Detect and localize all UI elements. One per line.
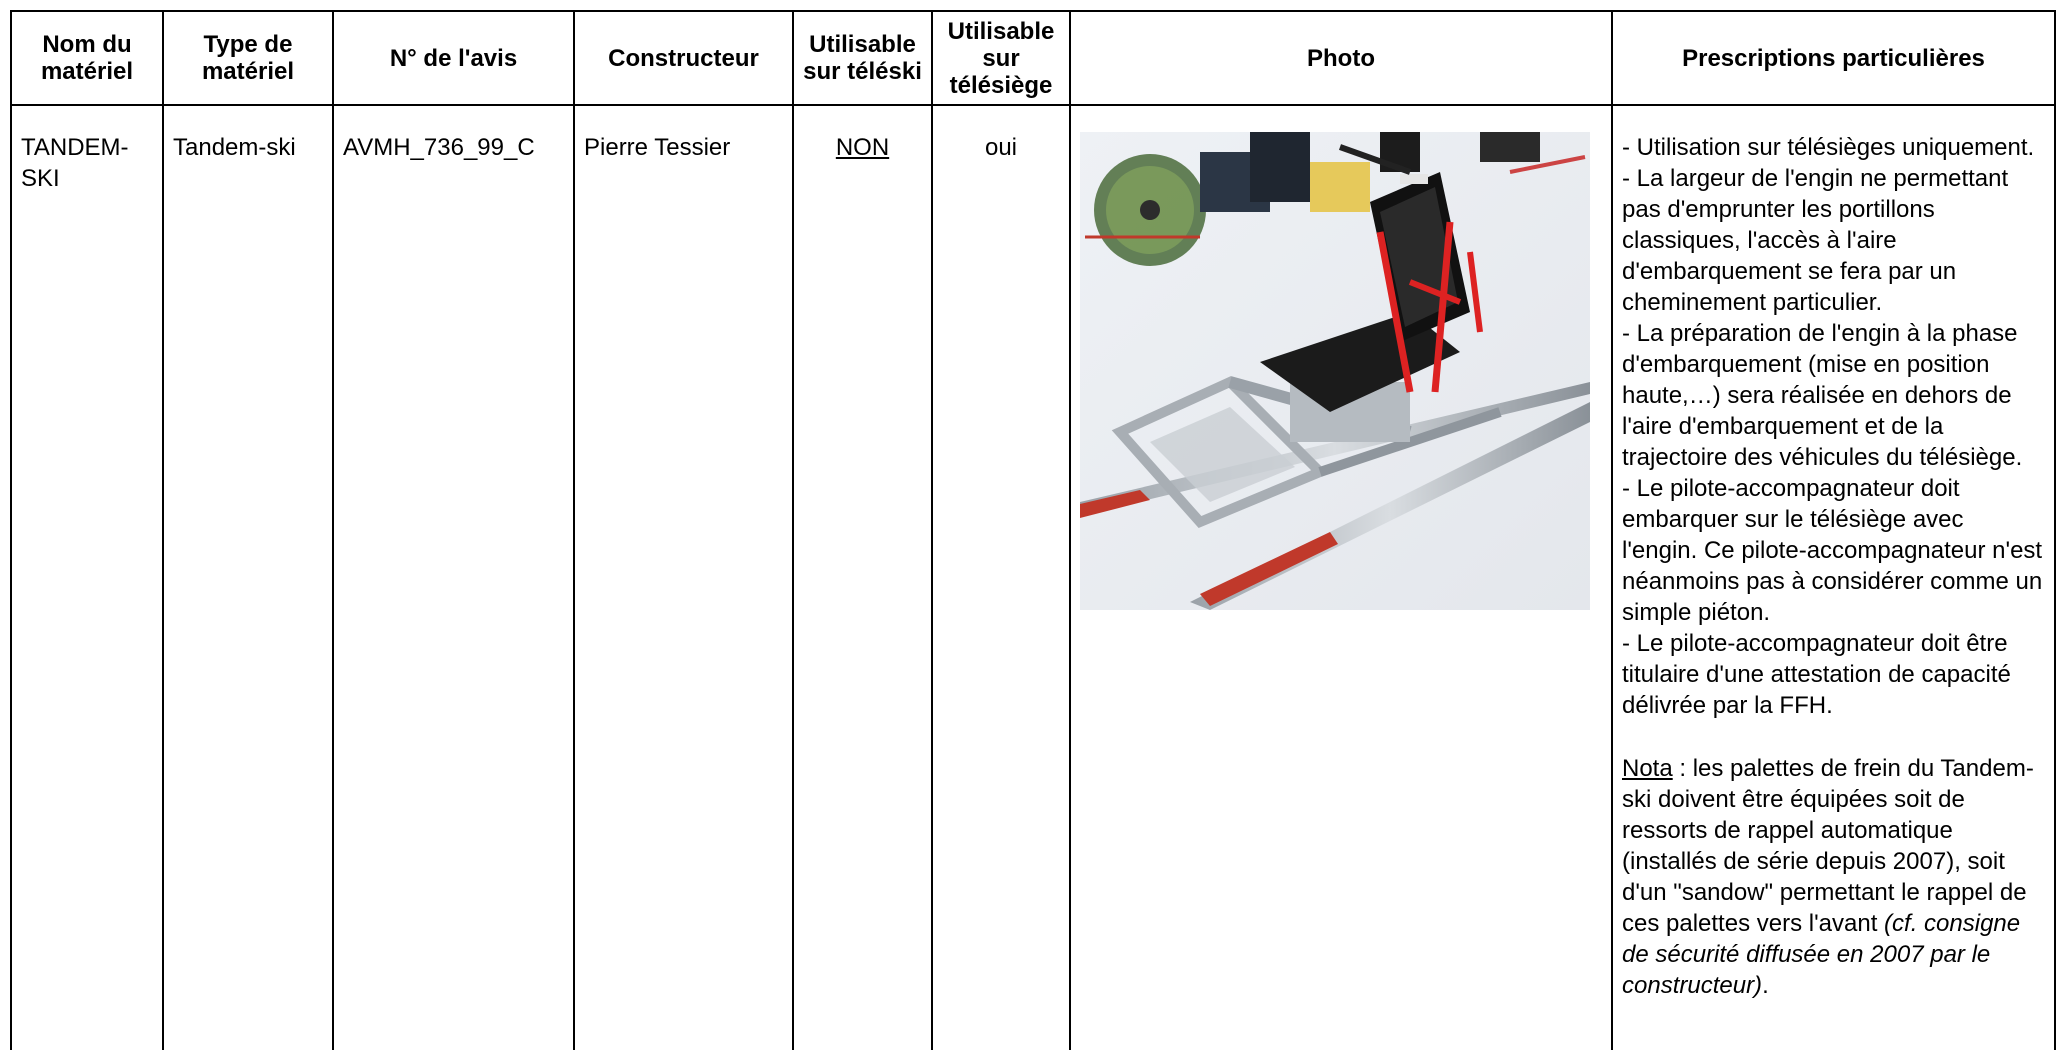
- header-teleski: Utilisable sur téléski: [793, 11, 932, 105]
- nota-end: .: [1762, 971, 1769, 999]
- prescription-item: - Le pilote-accompagnateur doit être titulaire d'une attestation de capacité délivrée par la FFH.: [1622, 630, 2011, 719]
- nota-italic: (cf. consigne de sécurité diffusée en 2007 par le constructeur): [1622, 909, 2021, 999]
- prescription-item: - La préparation de l'engin à la phase d'embarquement (mise en position haute,…) sera réalisée en dehors de l'aire d'embarquement et de la trajectoire des véhicules du télésiège.: [1622, 320, 2023, 471]
- cell-prescriptions: [1612, 105, 2055, 1050]
- spacer: [1622, 721, 2045, 753]
- nota-label: Nota: [1622, 754, 1673, 782]
- prescription-item: - Le pilote-accompagnateur doit embarquer sur le télésiège avec l'engin. Ce pilote-accompagnateur n'est néanmoins pas à considérer comme un simple piéton.: [1622, 475, 2043, 626]
- nota-paragraph: [1622, 753, 2045, 1001]
- teleski-value: NON: [835, 134, 890, 161]
- equipment-table: [10, 10, 2056, 1050]
- header-constructeur: Constructeur: [574, 11, 793, 105]
- cell-teleski: [793, 105, 932, 1050]
- tandem-ski-illustration: [1080, 132, 1590, 610]
- nota-text: : les palettes de frein du Tandem-ski doivent être équipées soit de ressorts de rappel automatique (installés de série depuis 2007), soit d'un "sandow" permettant le rappel de ces palettes vers l'avant: [1622, 754, 2034, 937]
- header-photo: Photo: [1070, 11, 1612, 105]
- header-prescriptions: Prescriptions particulières: [1612, 11, 2055, 105]
- header-nom: Nom du matériel: [11, 11, 163, 105]
- header-telesiege: Utilisable sur télésiège: [932, 11, 1070, 105]
- cell-constructeur: Pierre Tessier: [574, 105, 793, 1050]
- cell-avis: AVMH_736_99_C: [333, 105, 574, 1050]
- prescription-item: - La largeur de l'engin ne permettant pas d'emprunter les portillons classiques, l'accès à l'aire d'embarquement se fera par un cheminement particulier.: [1622, 165, 2009, 316]
- header-avis: N° de l'avis: [333, 11, 574, 105]
- cell-nom: TANDEM-SKI: [11, 105, 163, 1050]
- tandem-ski-photo: [1080, 132, 1590, 610]
- cell-photo: [1070, 105, 1612, 1050]
- cell-telesiege: oui: [932, 105, 1070, 1050]
- header-row: [11, 11, 2055, 105]
- header-type: Type de matériel: [163, 11, 333, 105]
- prescription-item: - Utilisation sur télésièges uniquement.: [1622, 134, 2035, 161]
- cell-type: Tandem-ski: [163, 105, 333, 1050]
- table-row: [11, 105, 2055, 1050]
